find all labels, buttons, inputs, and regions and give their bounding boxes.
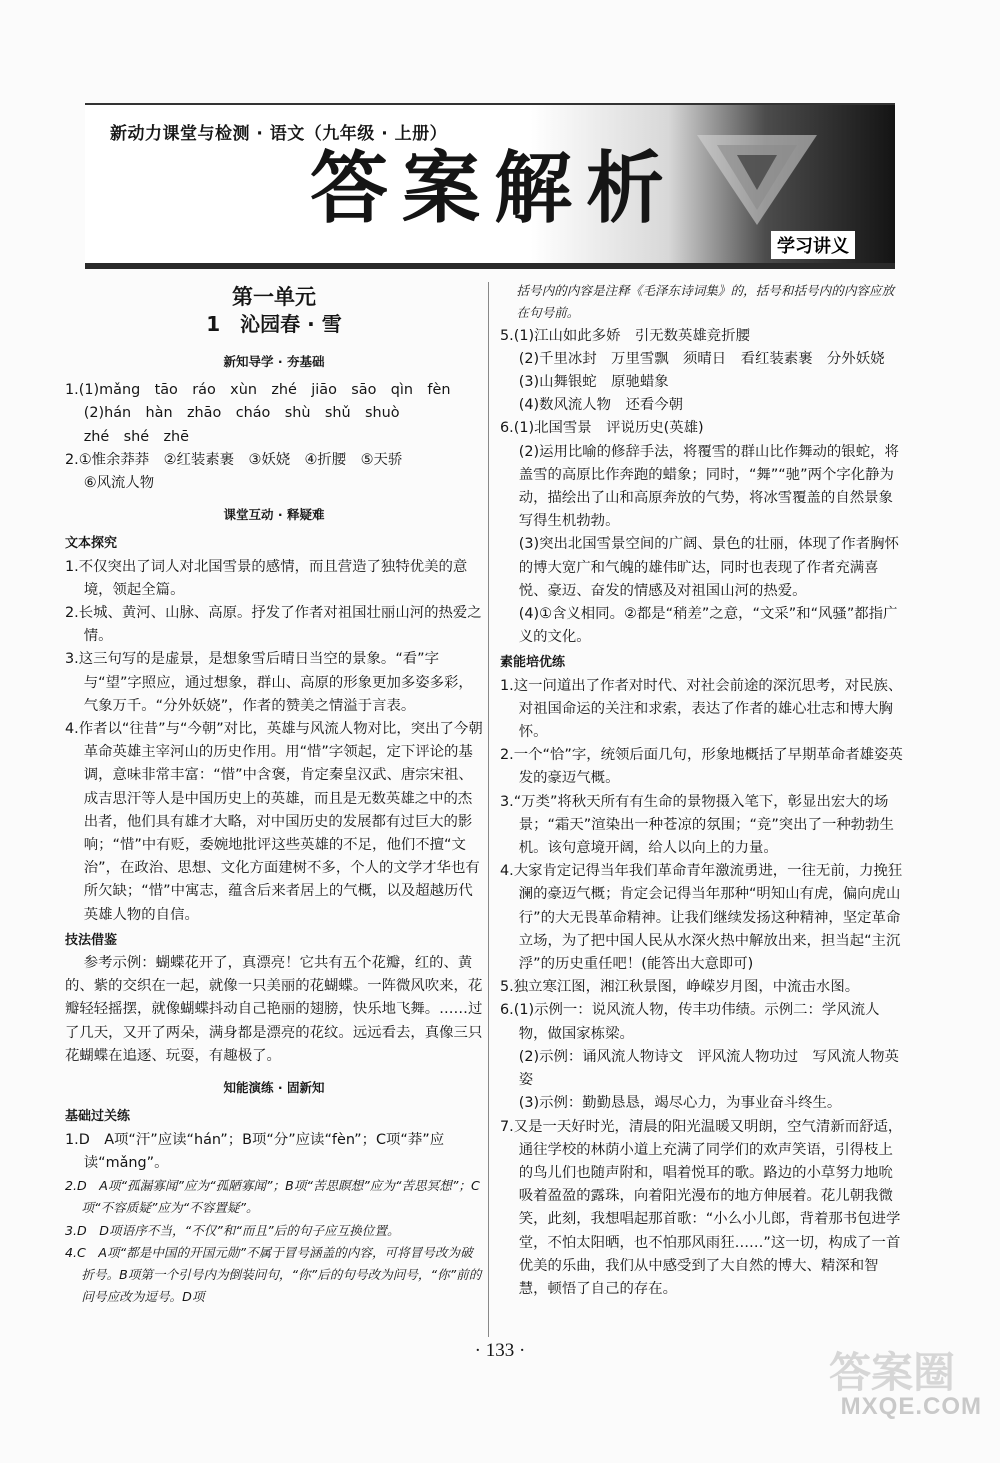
answer-item: 3.D D项语序不当，“不仅”和“而且”后的句子应互换位置。: [65, 1222, 400, 1238]
answer-item: 1.(1)mǎng tāo ráo xùn zhé jiāo sāo qìn fèn: [65, 382, 451, 399]
book-tag: 学习讲义: [771, 231, 855, 259]
watermark-text: MXQE.COM: [840, 1393, 982, 1420]
left-column: [65, 280, 483, 1309]
answer-item: zhé shé zhē: [83, 428, 190, 445]
section-heading: 知能演练 · 固新知: [223, 1080, 325, 1096]
page-number: · 133 ·: [474, 1340, 526, 1361]
answer-item: 2.长城、黄河、山脉、高原。抒发了作者对祖国壮丽山河的热爱之情。: [65, 605, 482, 645]
answer-item: (4)①含义相同。②都是“稍差”之意，“文采”和“风骚”都指广义的文化。: [518, 606, 898, 646]
answer-item: 2.①惟余莽莽 ②红装素裹 ③妖娆 ④折腰 ⑤天骄: [65, 451, 403, 468]
section-heading: 新知导学 · 夯基础: [223, 354, 325, 369]
answer-item: 4.作者以“往昔”与“今朝”对比，英雄与风流人物对比，突出了今朝革命英雄主宰河山的历史作用。用“惜”字领起，定下评论的基调，意味非常丰富：“惜”中含褒，肯定秦皇汉武、唐宗宋祖、成吉思汗等人是中国历史上的英雄，而且是无数英雄之中的杰出者，他们具有雄才大略，对中国历史的发展都有过巨大的影响；“惜”中有贬，委婉地批评这些英雄的不足，他们不擅“文治”，在政治、思想、文化方面建树不多，个人的文学才华也有所欠缺；“惜”中寓志，蕴含后来者居上的气概，以及超越历代英雄人物的自信。: [65, 721, 483, 923]
watermark-logo: 答案圈: [828, 1348, 955, 1397]
subsection-heading: 技法借鉴: [65, 932, 118, 948]
subsection-heading: 素能培优练: [500, 655, 566, 671]
answer-item: (2)千里冰封 万里雪飘 须晴日 看红装素裹 分外妖娆: [518, 350, 885, 367]
answer-item: 括号内的内容是注释《毛泽东诗词集》的，括号和括号内的内容应放在句号前。: [516, 283, 895, 321]
answer-item: 2.D A项“孤漏寡闻”应为“孤陋寡闻”；B项“苦思瞑想”应为“苦思冥想”；C项“不容质疑”应为“不容置疑”。: [65, 1177, 480, 1216]
answer-item: 5.(1)江山如此多娇 引无数英雄竞折腰: [500, 327, 750, 344]
answer-item: (2)运用比喻的修辞手法，将覆雪的群山比作舞动的银蛇，将盖雪的高原比作奔跑的蜡象；同时，“舞”“驰”两个字化静为动，描绘出了山和高原奔放的气势，将冰雪覆盖的自然景象写得生机勃勃。: [518, 443, 899, 530]
answer-item: 7.又是一天好时光，清晨的阳光温暖又明朗，空气清新而舒适，通往学校的林荫小道上充满了同学们的欢声笑语，引得枝上的鸟儿们也随声附和，唱着悦耳的歌。路边的小草努力地吮吸着盈盈的露珠，向着阳光漫布的地方伸展着。花儿朝我微笑，此刻，我想唱起那首歌：“小么小儿郎，背着那书包进学堂，不怕太阳晒，也不怕那风雨狂……”这一切，构成了一首优美的乐曲，我们从中感受到了大自然的博大、精深和智慧，顿悟了自己的存在。: [500, 1118, 903, 1297]
logo-mark-icon: [697, 125, 817, 235]
answer-item: 3.“万类”将秋天所有有生命的景物摄入笔下，彰显出宏大的场景；“霜天”渲染出一种苍凉的氛围；“竞”突出了一种勃勃生机。该句意境开阔，给人以向上的力量。: [500, 793, 894, 857]
answer-item: 5.独立寒江图，湘江秋景图，峥嵘岁月图，中流击水图。: [500, 979, 860, 996]
answer-item: 参考示例：蝴蝶花开了，真漂亮！它共有五个花瓣，红的、黄的、紫的交织在一起，就像一只美丽的花蝴蝶。一阵微风吹来，花瓣轻轻摇摆，就像蝴蝶抖动自己艳丽的翅膀，快乐地飞舞。……过了几天，又开了两朵，满身都是漂亮的花纹。远远看去，真像三只花蝴蝶在追逐、玩耍，有趣极了。: [65, 955, 483, 1064]
unit-title: 第一单元: [232, 285, 316, 309]
answer-item: (2)示例：诵风流人物诗文 评风流人物功过 写风流人物英姿: [518, 1048, 899, 1089]
book-subtitle: 新动力课堂与检测 · 语文（九年级 · 上册）: [110, 124, 448, 144]
answer-item: 4.大家肯定记得当年我们革命青年激流勇进，一往无前，力挽狂澜的豪迈气概；肯定会记得当年那种“明知山有虎，偏向虎山行”的大无畏革命精神。让我们继续发扬这种精神，坚定革命立场，为了把中国人民从水深火热中解放出来，担当起“主沉浮”的历史重任吧！(能答出大意即可): [500, 863, 903, 973]
answer-item: (4)数风流人物 还看今朝: [518, 397, 684, 414]
answer-item: 3.这三句写的是虚景，是想象雪后晴日当空的景象。“看”字与“望”字照应，通过想象，群山、高原的形象更加多姿多彩，气象万千。“分外妖娆”，作者的赞美之情溢于言表。: [65, 651, 473, 714]
answer-item: 1.这一问道出了作者对时代、对社会前途的深沉思考，对民族、对祖国命运的关注和求索，表达了作者的雄心壮志和博大胸怀。: [500, 677, 903, 741]
answer-item: (3)山舞银蛇 原驰蜡象: [518, 374, 669, 390]
answer-item: (3)示例：勤勤恳恳，竭尽心力，为事业奋斗终生。: [518, 1095, 842, 1112]
answer-item: (2)hán hàn zhāo cháo shù shǔ shuò: [83, 405, 400, 422]
answer-item: (3)突出北国雪景空间的广阔、景色的壮丽，体现了作者胸怀的博大宽广和气魄的雄伟旷达，同时也表现了作者充满喜悦、豪迈、奋发的情感及对祖国山河的热爱。: [518, 536, 899, 599]
answer-item: 6.(1)北国雪景 评说历史(英雄): [500, 420, 704, 437]
answer-item: ⑥风流人物: [83, 475, 155, 492]
answer-item: 4.C A项“都是中国的开国元勋”不属于冒号涵盖的内容，可将冒号改为破折号。B项第一个引号内为倒装问句，“你”后的句号改为问号，“你”前的问号应改为逗号。D项: [65, 1244, 482, 1305]
subsection-heading: 基础过关练: [65, 1109, 131, 1125]
right-column: [500, 280, 905, 1301]
section-heading: 课堂互动 · 释疑难: [223, 507, 325, 523]
lesson-title: 1 沁园春 · 雪: [206, 312, 342, 336]
header-banner: [85, 103, 895, 269]
answer-item: 2.一个“恰”字，统领后面几句，形象地概括了早期革命者雄姿英发的豪迈气概。: [500, 747, 903, 787]
answer-item: 1.不仅突出了词人对北国雪景的感情，而且营造了独特优美的意境，领起全篇。: [65, 558, 468, 598]
column-divider: [488, 282, 489, 1337]
subsection-heading: 文本探究: [65, 536, 118, 552]
page-title: 答案解析: [310, 144, 679, 234]
answer-item: 1.D A项“汗”应读“hán”；B项“分”应读“fèn”；C项“莽”应读“mǎng”。: [65, 1131, 445, 1171]
answer-item: 6.(1)示例一：说风流人物，传丰功伟绩。示例二：学风流人物，做国家栋梁。: [500, 1002, 880, 1042]
